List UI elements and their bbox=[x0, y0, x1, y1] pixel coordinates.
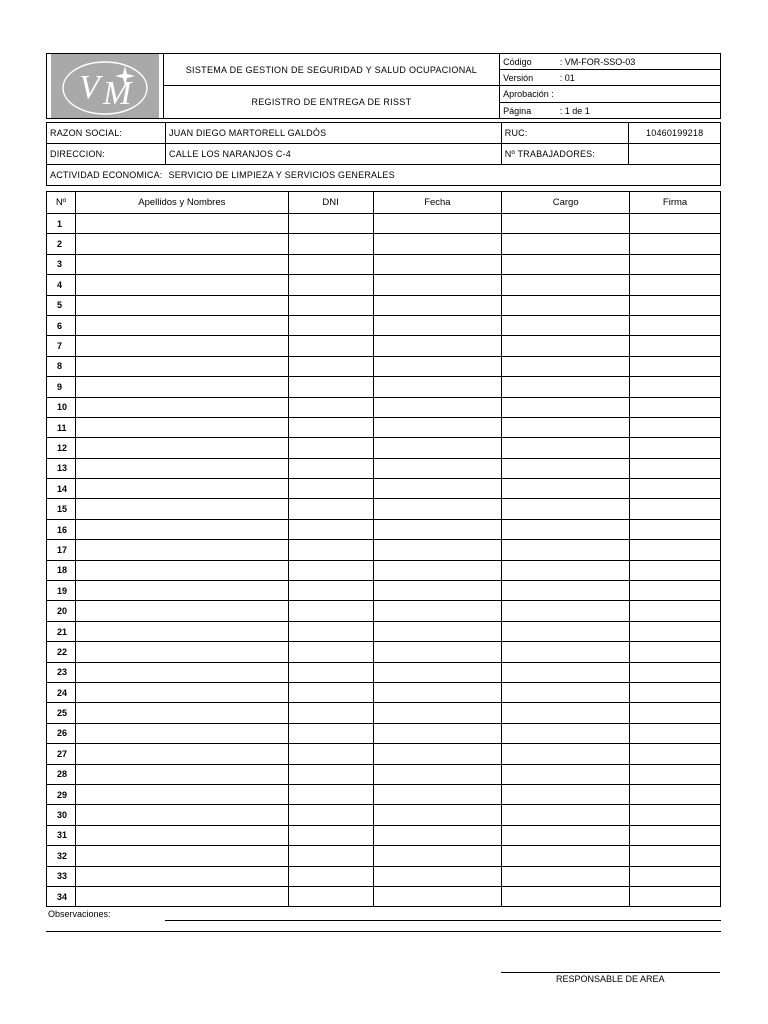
fecha-cell bbox=[373, 744, 502, 764]
fecha-cell bbox=[373, 315, 502, 335]
cargo-cell bbox=[502, 214, 630, 234]
meta-value-aprobacion bbox=[557, 86, 721, 103]
table-row bbox=[47, 846, 721, 866]
nombres-cell bbox=[75, 214, 288, 234]
firma-cell bbox=[630, 581, 721, 601]
row-number: 3 bbox=[47, 254, 76, 274]
meta-label-aprobacion: Aprobación : bbox=[500, 86, 557, 103]
firma-cell bbox=[630, 825, 721, 845]
dni-cell bbox=[288, 214, 373, 234]
dni-cell bbox=[288, 621, 373, 641]
table-row bbox=[47, 825, 721, 845]
cargo-cell bbox=[502, 540, 630, 560]
row-number: 19 bbox=[47, 581, 76, 601]
row-number: 26 bbox=[47, 723, 76, 743]
observaciones-label: Observaciones: bbox=[48, 909, 111, 919]
firma-cell bbox=[630, 479, 721, 499]
fecha-cell bbox=[373, 846, 502, 866]
table-row bbox=[47, 540, 721, 560]
fecha-cell bbox=[373, 621, 502, 641]
dni-cell bbox=[288, 479, 373, 499]
cargo-cell bbox=[502, 275, 630, 295]
firma-cell bbox=[630, 356, 721, 376]
column-header-firma: Firma bbox=[630, 192, 721, 214]
table-row bbox=[47, 275, 721, 295]
ruc-label: RUC: bbox=[501, 123, 629, 144]
responsable-label: RESPONSABLE DE AREA bbox=[556, 974, 665, 984]
nombres-cell bbox=[75, 499, 288, 519]
cargo-cell bbox=[502, 315, 630, 335]
dni-cell bbox=[288, 499, 373, 519]
firma-cell bbox=[630, 805, 721, 825]
fecha-cell bbox=[373, 764, 502, 784]
dni-cell bbox=[288, 458, 373, 478]
dni-cell bbox=[288, 805, 373, 825]
trabajadores-label: Nº TRABAJADORES: bbox=[501, 144, 629, 165]
nombres-cell bbox=[75, 438, 288, 458]
cargo-cell bbox=[502, 519, 630, 539]
fecha-cell bbox=[373, 703, 502, 723]
logo-cell bbox=[47, 54, 164, 119]
firma-cell bbox=[630, 295, 721, 315]
cargo-cell bbox=[502, 377, 630, 397]
nombres-cell bbox=[75, 397, 288, 417]
fecha-cell bbox=[373, 784, 502, 804]
row-number: 18 bbox=[47, 560, 76, 580]
fecha-cell bbox=[373, 214, 502, 234]
cargo-cell bbox=[502, 499, 630, 519]
fecha-cell bbox=[373, 825, 502, 845]
signature-line bbox=[501, 972, 720, 973]
observaciones-line-2 bbox=[46, 931, 721, 932]
cargo-cell bbox=[502, 356, 630, 376]
ruc-value: 10460199218 bbox=[629, 123, 721, 144]
row-number: 28 bbox=[47, 764, 76, 784]
firma-cell bbox=[630, 214, 721, 234]
nombres-cell bbox=[75, 886, 288, 906]
cargo-cell bbox=[502, 846, 630, 866]
nombres-cell bbox=[75, 642, 288, 662]
row-number: 22 bbox=[47, 642, 76, 662]
direccion-label: DIRECCION: bbox=[47, 144, 166, 165]
column-header-fecha: Fecha bbox=[373, 192, 502, 214]
column-header-cargo: Cargo bbox=[502, 192, 630, 214]
table-row bbox=[47, 866, 721, 886]
firma-cell bbox=[630, 397, 721, 417]
fecha-cell bbox=[373, 682, 502, 702]
dni-cell bbox=[288, 336, 373, 356]
nombres-cell bbox=[75, 805, 288, 825]
cargo-cell bbox=[502, 703, 630, 723]
table-row bbox=[47, 703, 721, 723]
fecha-cell bbox=[373, 377, 502, 397]
table-row bbox=[47, 805, 721, 825]
fecha-cell bbox=[373, 417, 502, 437]
cargo-cell bbox=[502, 254, 630, 274]
cargo-cell bbox=[502, 662, 630, 682]
document-header bbox=[46, 53, 721, 119]
cargo-cell bbox=[502, 581, 630, 601]
fecha-cell bbox=[373, 805, 502, 825]
dni-cell bbox=[288, 703, 373, 723]
cargo-cell bbox=[502, 479, 630, 499]
svg-text:V: V bbox=[78, 69, 100, 106]
row-number: 29 bbox=[47, 784, 76, 804]
row-number: 16 bbox=[47, 519, 76, 539]
table-row bbox=[47, 254, 721, 274]
dni-cell bbox=[288, 682, 373, 702]
fecha-cell bbox=[373, 642, 502, 662]
cargo-cell bbox=[502, 621, 630, 641]
row-number: 33 bbox=[47, 866, 76, 886]
cargo-cell bbox=[502, 234, 630, 254]
table-row bbox=[47, 601, 721, 621]
cargo-cell bbox=[502, 397, 630, 417]
firma-cell bbox=[630, 417, 721, 437]
nombres-cell bbox=[75, 723, 288, 743]
table-row bbox=[47, 295, 721, 315]
observaciones-line-1 bbox=[165, 920, 721, 921]
table-row bbox=[47, 499, 721, 519]
razon-social-value: JUAN DIEGO MARTORELL GALDÓS bbox=[166, 123, 502, 144]
row-number: 31 bbox=[47, 825, 76, 845]
firma-cell bbox=[630, 846, 721, 866]
row-number: 20 bbox=[47, 601, 76, 621]
nombres-cell bbox=[75, 458, 288, 478]
table-row bbox=[47, 621, 721, 641]
firma-cell bbox=[630, 519, 721, 539]
nombres-cell bbox=[75, 744, 288, 764]
company-logo bbox=[51, 54, 159, 118]
razon-social-label: RAZON SOCIAL: bbox=[47, 123, 166, 144]
cargo-cell bbox=[502, 642, 630, 662]
firma-cell bbox=[630, 499, 721, 519]
table-row bbox=[47, 438, 721, 458]
actividad-value: SERVICIO DE LIMPIEZA Y SERVICIOS GENERALES bbox=[166, 165, 721, 186]
nombres-cell bbox=[75, 866, 288, 886]
table-row bbox=[47, 519, 721, 539]
fecha-cell bbox=[373, 601, 502, 621]
dni-cell bbox=[288, 846, 373, 866]
table-row bbox=[47, 479, 721, 499]
cargo-cell bbox=[502, 886, 630, 906]
table-row bbox=[47, 642, 721, 662]
fecha-cell bbox=[373, 723, 502, 743]
fecha-cell bbox=[373, 234, 502, 254]
row-number: 32 bbox=[47, 846, 76, 866]
table-row bbox=[47, 315, 721, 335]
nombres-cell bbox=[75, 417, 288, 437]
fecha-cell bbox=[373, 662, 502, 682]
row-number: 13 bbox=[47, 458, 76, 478]
nombres-cell bbox=[75, 356, 288, 376]
meta-label-codigo: Código bbox=[500, 54, 557, 70]
nombres-cell bbox=[75, 764, 288, 784]
table-row bbox=[47, 397, 721, 417]
row-number: 7 bbox=[47, 336, 76, 356]
firma-cell bbox=[630, 784, 721, 804]
logo-mark-icon bbox=[51, 54, 159, 118]
fecha-cell bbox=[373, 295, 502, 315]
dni-cell bbox=[288, 356, 373, 376]
column-header-nombres: Apellidos y Nombres bbox=[75, 192, 288, 214]
nombres-cell bbox=[75, 621, 288, 641]
row-number: 12 bbox=[47, 438, 76, 458]
row-number: 14 bbox=[47, 479, 76, 499]
table-row bbox=[47, 336, 721, 356]
cargo-cell bbox=[502, 764, 630, 784]
firma-cell bbox=[630, 601, 721, 621]
cargo-cell bbox=[502, 601, 630, 621]
cargo-cell bbox=[502, 417, 630, 437]
trabajadores-value bbox=[629, 144, 721, 165]
row-number: 21 bbox=[47, 621, 76, 641]
dni-cell bbox=[288, 642, 373, 662]
nombres-cell bbox=[75, 601, 288, 621]
dni-cell bbox=[288, 866, 373, 886]
fecha-cell bbox=[373, 336, 502, 356]
firma-cell bbox=[630, 642, 721, 662]
register-table bbox=[46, 191, 721, 907]
cargo-cell bbox=[502, 560, 630, 580]
firma-cell bbox=[630, 234, 721, 254]
table-row bbox=[47, 784, 721, 804]
firma-cell bbox=[630, 336, 721, 356]
row-number: 23 bbox=[47, 662, 76, 682]
row-number: 27 bbox=[47, 744, 76, 764]
table-row bbox=[47, 214, 721, 234]
table-row bbox=[47, 662, 721, 682]
fecha-cell bbox=[373, 254, 502, 274]
fecha-cell bbox=[373, 458, 502, 478]
meta-value-version: : 01 bbox=[557, 70, 721, 86]
fecha-cell bbox=[373, 581, 502, 601]
dni-cell bbox=[288, 315, 373, 335]
nombres-cell bbox=[75, 682, 288, 702]
column-header-numero: Nº bbox=[47, 192, 76, 214]
fecha-cell bbox=[373, 519, 502, 539]
row-number: 11 bbox=[47, 417, 76, 437]
dni-cell bbox=[288, 764, 373, 784]
table-row bbox=[47, 458, 721, 478]
fecha-cell bbox=[373, 397, 502, 417]
nombres-cell bbox=[75, 825, 288, 845]
nombres-cell bbox=[75, 377, 288, 397]
dni-cell bbox=[288, 438, 373, 458]
dni-cell bbox=[288, 254, 373, 274]
fecha-cell bbox=[373, 866, 502, 886]
cargo-cell bbox=[502, 866, 630, 886]
firma-cell bbox=[630, 682, 721, 702]
row-number: 30 bbox=[47, 805, 76, 825]
svg-text:M: M bbox=[102, 75, 132, 112]
row-number: 9 bbox=[47, 377, 76, 397]
nombres-cell bbox=[75, 336, 288, 356]
dni-cell bbox=[288, 417, 373, 437]
firma-cell bbox=[630, 377, 721, 397]
firma-cell bbox=[630, 744, 721, 764]
fecha-cell bbox=[373, 479, 502, 499]
dni-cell bbox=[288, 886, 373, 906]
firma-cell bbox=[630, 866, 721, 886]
column-header-dni: DNI bbox=[288, 192, 373, 214]
nombres-cell bbox=[75, 703, 288, 723]
fecha-cell bbox=[373, 275, 502, 295]
firma-cell bbox=[630, 764, 721, 784]
fecha-cell bbox=[373, 560, 502, 580]
row-number: 1 bbox=[47, 214, 76, 234]
dni-cell bbox=[288, 397, 373, 417]
table-row bbox=[47, 356, 721, 376]
firma-cell bbox=[630, 723, 721, 743]
dni-cell bbox=[288, 744, 373, 764]
dni-cell bbox=[288, 784, 373, 804]
dni-cell bbox=[288, 275, 373, 295]
actividad-label: ACTIVIDAD ECONOMICA: bbox=[47, 165, 166, 186]
meta-label-version: Versión bbox=[500, 70, 557, 86]
firma-cell bbox=[630, 540, 721, 560]
table-row bbox=[47, 417, 721, 437]
cargo-cell bbox=[502, 295, 630, 315]
dni-cell bbox=[288, 662, 373, 682]
dni-cell bbox=[288, 377, 373, 397]
row-number: 17 bbox=[47, 540, 76, 560]
row-number: 4 bbox=[47, 275, 76, 295]
row-number: 5 bbox=[47, 295, 76, 315]
table-row bbox=[47, 682, 721, 702]
nombres-cell bbox=[75, 275, 288, 295]
nombres-cell bbox=[75, 234, 288, 254]
firma-cell bbox=[630, 315, 721, 335]
nombres-cell bbox=[75, 846, 288, 866]
cargo-cell bbox=[502, 723, 630, 743]
nombres-cell bbox=[75, 254, 288, 274]
firma-cell bbox=[630, 560, 721, 580]
company-info bbox=[46, 122, 721, 186]
cargo-cell bbox=[502, 825, 630, 845]
firma-cell bbox=[630, 254, 721, 274]
dni-cell bbox=[288, 519, 373, 539]
direccion-value: CALLE LOS NARANJOS C-4 bbox=[166, 144, 502, 165]
firma-cell bbox=[630, 458, 721, 478]
firma-cell bbox=[630, 662, 721, 682]
nombres-cell bbox=[75, 519, 288, 539]
nombres-cell bbox=[75, 479, 288, 499]
dni-cell bbox=[288, 540, 373, 560]
nombres-cell bbox=[75, 784, 288, 804]
nombres-cell bbox=[75, 581, 288, 601]
table-row bbox=[47, 764, 721, 784]
table-row bbox=[47, 234, 721, 254]
table-row bbox=[47, 560, 721, 580]
fecha-cell bbox=[373, 540, 502, 560]
row-number: 25 bbox=[47, 703, 76, 723]
dni-cell bbox=[288, 295, 373, 315]
dni-cell bbox=[288, 560, 373, 580]
table-row bbox=[47, 377, 721, 397]
row-number: 24 bbox=[47, 682, 76, 702]
fecha-cell bbox=[373, 356, 502, 376]
register-header-row bbox=[47, 192, 721, 214]
dni-cell bbox=[288, 234, 373, 254]
fecha-cell bbox=[373, 438, 502, 458]
dni-cell bbox=[288, 825, 373, 845]
firma-cell bbox=[630, 703, 721, 723]
meta-value-codigo: : VM-FOR-SSO-03 bbox=[557, 54, 721, 70]
firma-cell bbox=[630, 438, 721, 458]
dni-cell bbox=[288, 723, 373, 743]
meta-label-pagina: Página bbox=[500, 103, 557, 119]
table-row bbox=[47, 744, 721, 764]
row-number: 6 bbox=[47, 315, 76, 335]
cargo-cell bbox=[502, 744, 630, 764]
nombres-cell bbox=[75, 560, 288, 580]
row-number: 10 bbox=[47, 397, 76, 417]
row-number: 34 bbox=[47, 886, 76, 906]
cargo-cell bbox=[502, 784, 630, 804]
fecha-cell bbox=[373, 499, 502, 519]
table-row bbox=[47, 581, 721, 601]
nombres-cell bbox=[75, 295, 288, 315]
dni-cell bbox=[288, 581, 373, 601]
cargo-cell bbox=[502, 336, 630, 356]
cargo-cell bbox=[502, 682, 630, 702]
fecha-cell bbox=[373, 886, 502, 906]
dni-cell bbox=[288, 601, 373, 621]
table-row bbox=[47, 886, 721, 906]
row-number: 2 bbox=[47, 234, 76, 254]
row-number: 15 bbox=[47, 499, 76, 519]
nombres-cell bbox=[75, 540, 288, 560]
cargo-cell bbox=[502, 438, 630, 458]
meta-value-pagina: : 1 de 1 bbox=[557, 103, 721, 119]
document-title: REGISTRO DE ENTREGA DE RISST bbox=[163, 86, 499, 119]
firma-cell bbox=[630, 621, 721, 641]
firma-cell bbox=[630, 275, 721, 295]
system-title: SISTEMA DE GESTION DE SEGURIDAD Y SALUD OCUPACIONAL bbox=[163, 54, 499, 86]
nombres-cell bbox=[75, 315, 288, 335]
firma-cell bbox=[630, 886, 721, 906]
cargo-cell bbox=[502, 805, 630, 825]
row-number: 8 bbox=[47, 356, 76, 376]
cargo-cell bbox=[502, 458, 630, 478]
table-row bbox=[47, 723, 721, 743]
nombres-cell bbox=[75, 662, 288, 682]
